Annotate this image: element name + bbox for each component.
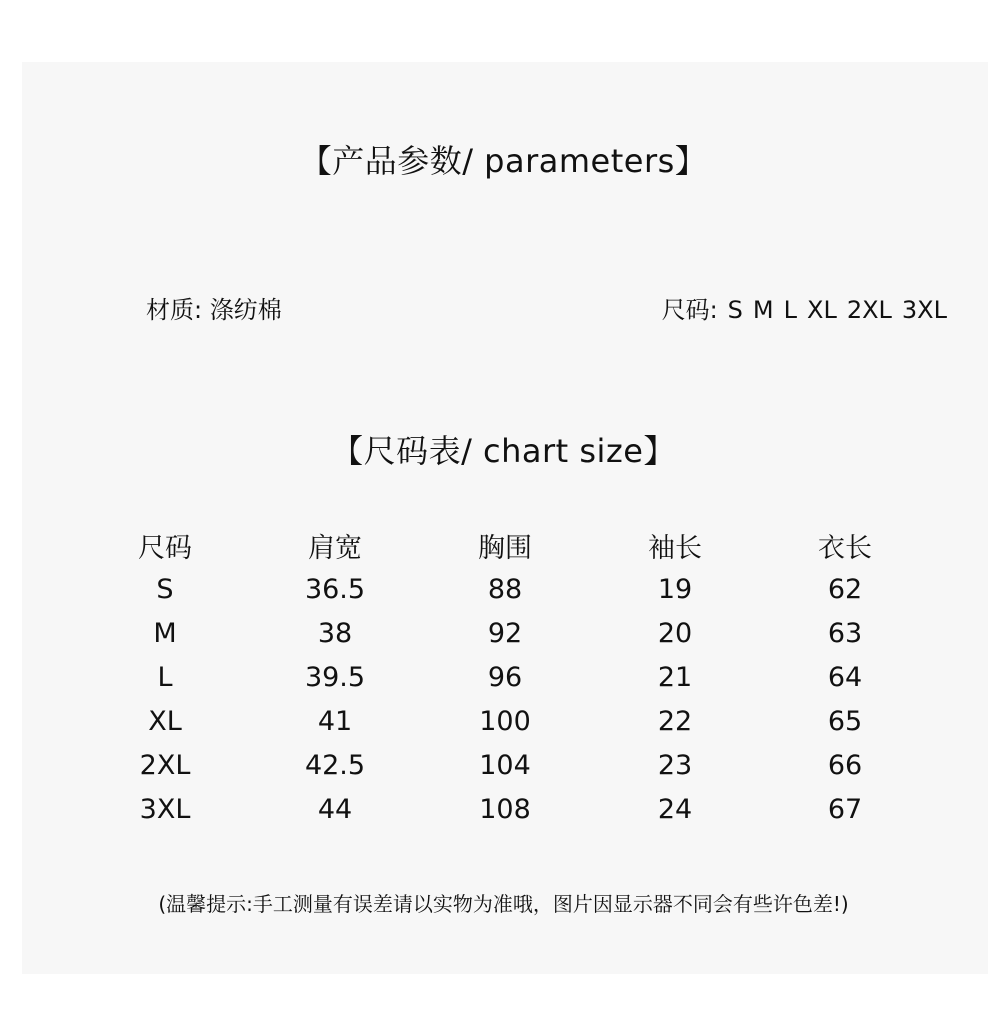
table-row — [80, 662, 930, 706]
cell-sleeve: 22 — [657, 706, 693, 737]
cell-sleeve: 23 — [657, 750, 693, 781]
table-row — [80, 794, 930, 838]
size-option: L — [783, 296, 797, 324]
cell-length: 67 — [827, 794, 863, 825]
header-shoulder: 肩宽 — [308, 533, 362, 564]
header-size: 尺码 — [138, 533, 192, 564]
size-chart-title: 【尺码表/ chart size】 — [331, 432, 676, 470]
parameters-title: 【产品参数/ parameters】 — [299, 142, 708, 180]
cell-shoulder: 36.5 — [304, 574, 366, 605]
cell-sleeve: 20 — [657, 618, 693, 649]
cell-shoulder: 44 — [317, 794, 353, 825]
cell-size: 2XL — [139, 750, 191, 781]
cell-chest: 96 — [487, 662, 523, 693]
size-option: S — [727, 296, 743, 324]
size-option: 3XL — [901, 296, 947, 324]
cell-sleeve: 24 — [657, 794, 693, 825]
material-label: 材质: — [146, 296, 203, 324]
size-options-label: 尺码: — [661, 296, 718, 324]
size-options — [662, 290, 947, 325]
cell-length: 66 — [827, 750, 863, 781]
cell-length: 62 — [827, 574, 863, 605]
table-row — [80, 750, 930, 794]
cell-chest: 108 — [479, 794, 531, 825]
cell-chest: 100 — [479, 706, 531, 737]
size-option: M — [752, 296, 774, 324]
cell-chest: 104 — [479, 750, 531, 781]
cell-shoulder: 39.5 — [304, 662, 366, 693]
cell-length: 63 — [827, 618, 863, 649]
table-row — [80, 618, 930, 662]
header-chest: 胸围 — [478, 533, 532, 564]
table-row — [80, 574, 930, 618]
cell-shoulder: 42.5 — [304, 750, 366, 781]
size-option: 2XL — [846, 296, 892, 324]
cell-size: XL — [148, 706, 182, 737]
table-header-row — [80, 526, 930, 574]
cell-shoulder: 41 — [317, 706, 353, 737]
material-info — [146, 290, 282, 325]
cell-length: 65 — [827, 706, 863, 737]
cell-size: M — [153, 618, 177, 649]
cell-chest: 88 — [487, 574, 523, 605]
table-row — [80, 706, 930, 750]
cell-shoulder: 38 — [317, 618, 353, 649]
cell-size: L — [157, 662, 173, 693]
cell-chest: 92 — [487, 618, 523, 649]
header-length: 衣长 — [818, 533, 872, 564]
size-option: XL — [807, 296, 837, 324]
measurement-note: (温馨提示:手工测量有误差请以实物为准哦，图片因显示器不同会有些许色差!) — [158, 892, 849, 916]
cell-sleeve: 19 — [657, 574, 693, 605]
cell-sleeve: 21 — [657, 662, 693, 693]
cell-length: 64 — [827, 662, 863, 693]
header-sleeve: 袖长 — [648, 533, 702, 564]
size-chart-table — [80, 526, 930, 838]
cell-size: 3XL — [139, 794, 191, 825]
cell-size: S — [156, 574, 174, 605]
material-value: 涤纺棉 — [209, 296, 282, 324]
